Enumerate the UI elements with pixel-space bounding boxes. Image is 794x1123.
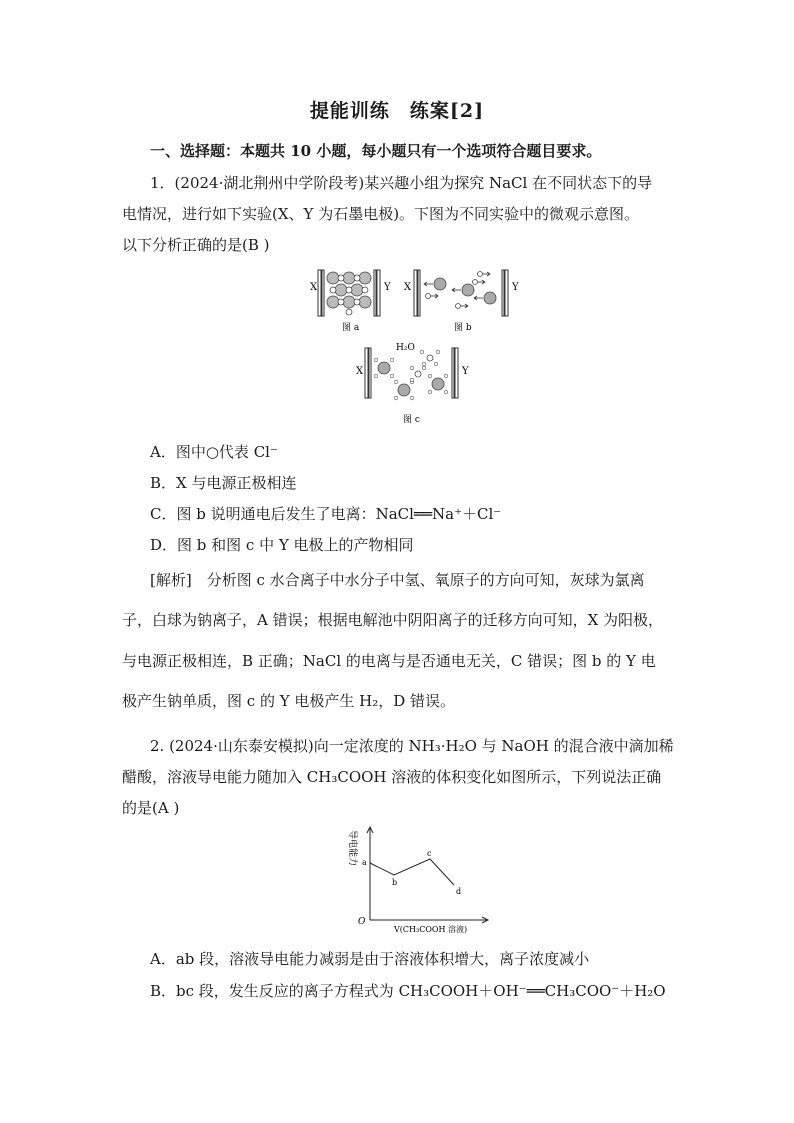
graph-ylabel: 导电能力	[347, 830, 357, 867]
graph-point-d: d	[456, 887, 462, 896]
q1-stem-line2: 电情况，进行如下实验(X、Y 为石墨电极)。下图为不同实验中的微观示意图。	[122, 205, 640, 223]
q2-option-a: A．ab 段，溶液导电能力减弱是由于溶液体积增大，离子浓度减小	[150, 950, 590, 968]
q2-stem-line1: 2. (2024·山东泰安模拟)向一定浓度的 NH₃·H₂O 与 NaOH 的混合液中滴加稀	[150, 737, 674, 755]
q1-option-d: D．图 b 和图 c 中 Y 电极上的产物相同	[150, 536, 414, 554]
q2-option-b: B．bc 段，发生反应的离子方程式为 CH₃COOH＋OH⁻══CH₃COO⁻＋H₂O	[150, 982, 666, 1000]
q1-figure	[300, 262, 530, 432]
q1-analysis-line1	[150, 569, 645, 590]
electrode-y-label-c: Y	[462, 366, 469, 377]
graph-xlabel: V(CH₃COOH 溶液)	[394, 925, 468, 934]
figure-a-caption: 图 a	[342, 323, 360, 333]
graph-point-c: c	[427, 849, 432, 858]
q2-stem-line3: 的是(A )	[122, 799, 180, 817]
figure-b-caption: 图 b	[454, 323, 472, 333]
electrode-x-label: X	[310, 282, 318, 293]
figure-b	[404, 270, 519, 333]
graph-origin: O	[358, 917, 366, 927]
figure-c	[356, 343, 469, 425]
electrode-y-label: Y	[384, 282, 391, 293]
analysis-text-1: 分析图 c 水合离子中水分子中氢、氧原子的方向可知，灰球为氯离	[191, 571, 645, 589]
q1-option-b: B．X 与电源正极相连	[150, 474, 297, 492]
graph-point-b: b	[392, 878, 398, 887]
figure-a	[310, 270, 391, 333]
q2-graph	[336, 822, 496, 937]
graph-point-a: a	[362, 858, 367, 867]
q1-analysis-line2: 子，白球为钠离子，A 错误；根据电解池中阴阳离子的迁移方向可知，X 为阳极，	[122, 611, 664, 629]
q1-stem-line1: 1．(2024·湖北荆州中学阶段考)某兴趣小组为探究 NaCl 在不同状态下的导	[150, 174, 653, 192]
figure-c-caption: 图 c	[403, 415, 420, 425]
graph-curve	[370, 859, 454, 885]
electrode-y-label-b: Y	[512, 282, 519, 293]
q1-analysis-line4: 极产生钠单质，图 c 的 Y 电极产生 H₂，D 错误。	[122, 692, 456, 710]
water-label: H₂O	[396, 343, 415, 353]
section-heading: 一、选择题：本题共 10 小题，每小题只有一个选项符合题目要求。	[150, 142, 602, 160]
q1-option-a: A．图中○代表 Cl⁻	[150, 443, 278, 461]
analysis-tag: [解析]	[150, 571, 192, 589]
page-title: 提能训练 练案[2]	[309, 100, 485, 122]
q1-stem-line3: 以下分析正确的是(B )	[122, 236, 270, 254]
electrode-x-label-b: X	[404, 282, 412, 293]
q2-stem-line2: 醋酸，溶液导电能力随加入 CH₃COOH 溶液的体积变化如图所示，下列说法正确	[122, 768, 662, 786]
q1-option-c: C．图 b 说明通电后发生了电离：NaCl══Na⁺＋Cl⁻	[150, 505, 502, 523]
electrode-x-label-c: X	[356, 366, 364, 377]
q1-analysis-line3: 与电源正极相连，B 正确；NaCl 的电离与是否通电无关，C 错误；图 b 的 Y 电	[122, 652, 656, 670]
